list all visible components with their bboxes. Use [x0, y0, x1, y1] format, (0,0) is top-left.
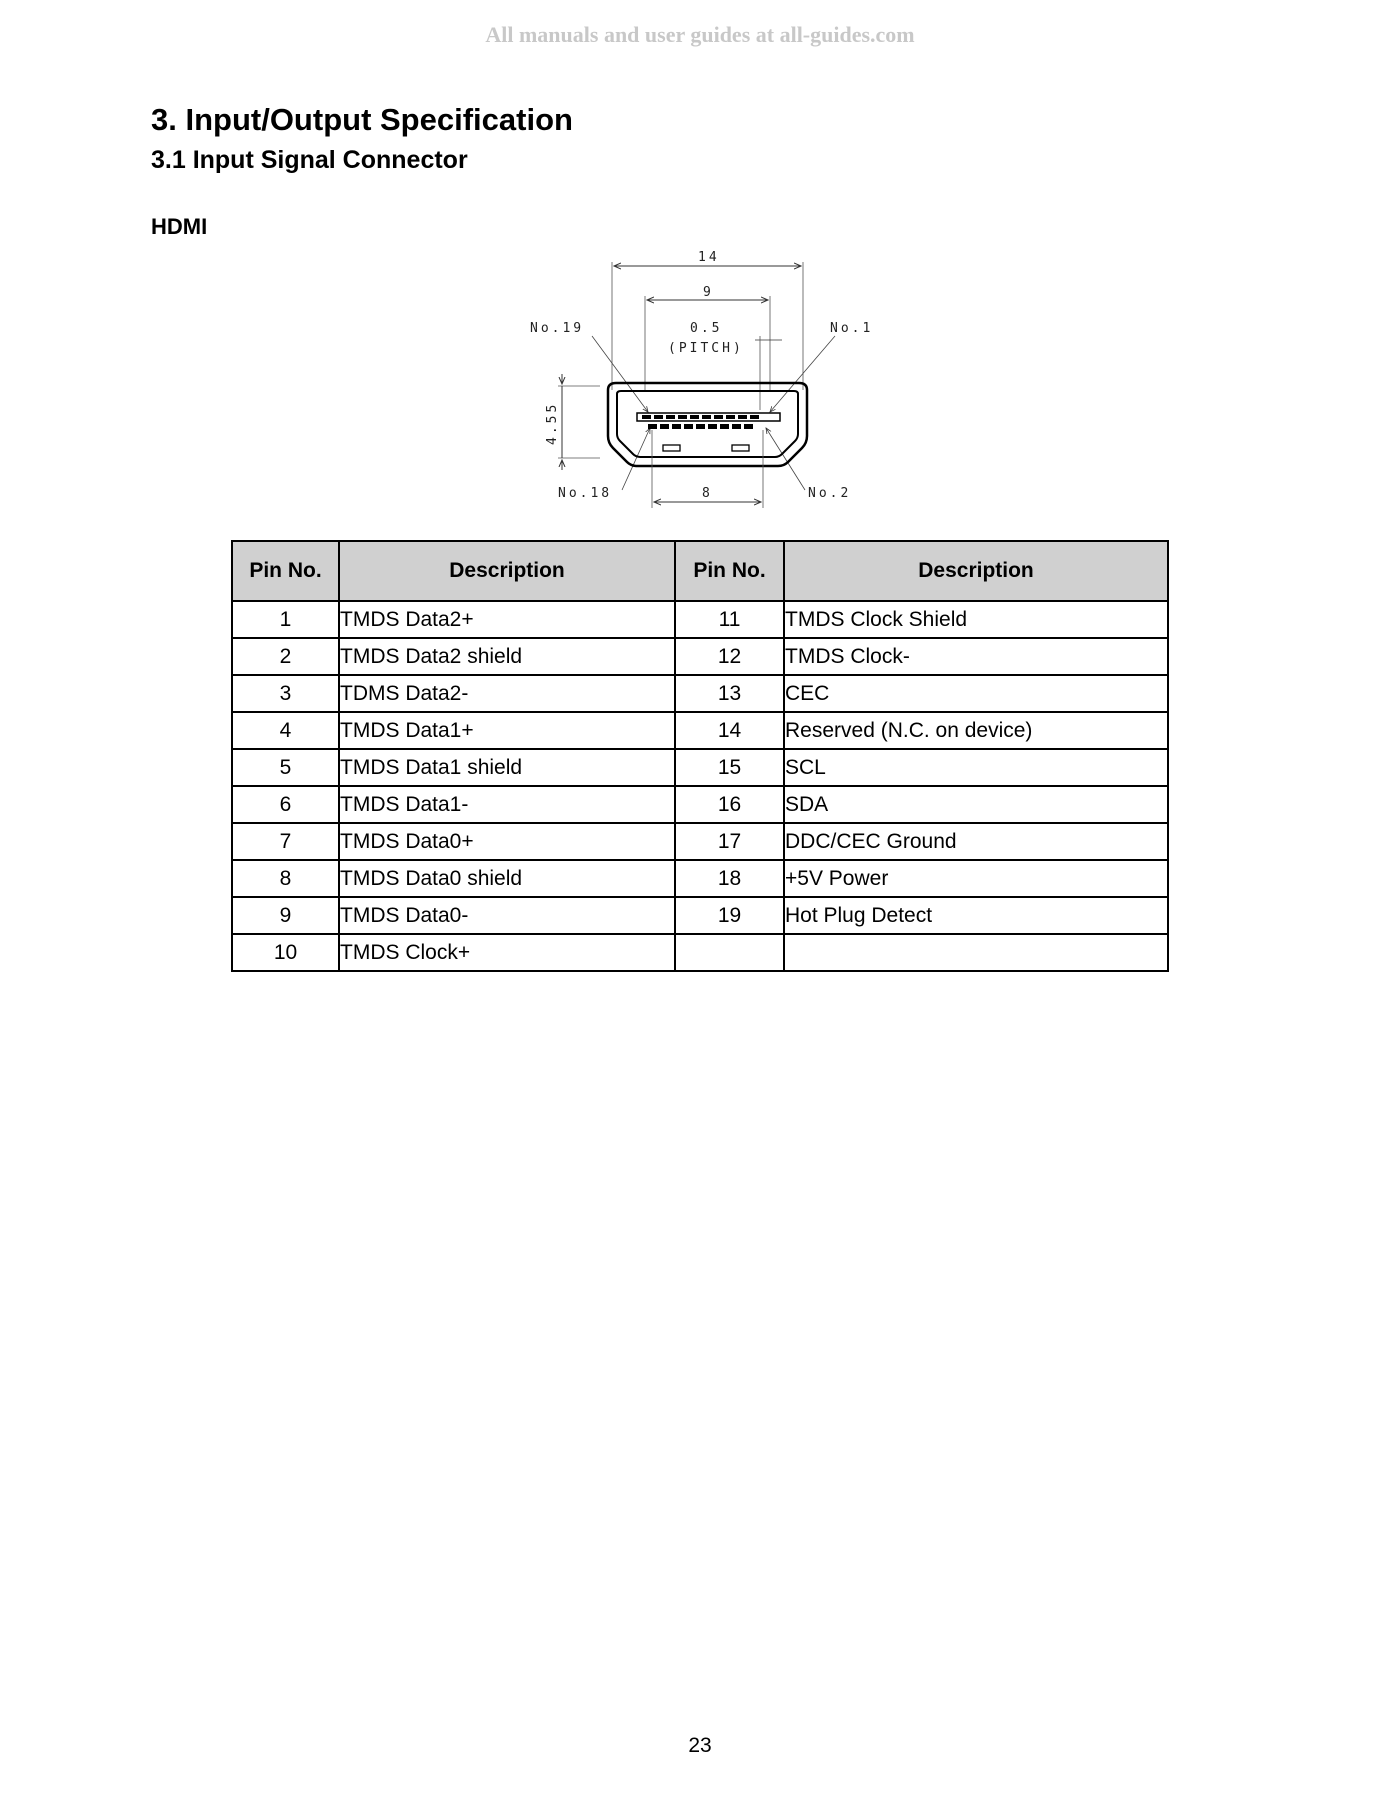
pin-number-cell: 8 [232, 860, 339, 897]
pin-number-cell: 9 [232, 897, 339, 934]
pin-description-cell: Reserved (N.C. on device) [784, 712, 1168, 749]
header-pin-no: Pin No. [675, 541, 784, 601]
pin-number-cell: 18 [675, 860, 784, 897]
connector-inner-shell [617, 391, 798, 457]
pin-number-cell: 19 [675, 897, 784, 934]
pin-description-cell: DDC/CEC Ground [784, 823, 1168, 860]
table-row [232, 786, 1168, 823]
pin-description-cell: Hot Plug Detect [784, 897, 1168, 934]
pin-description-cell: CEC [784, 675, 1168, 712]
pin-19-label: No.19 [530, 321, 585, 336]
pin-description-cell: TMDS Data2 shield [339, 638, 675, 675]
pin-number-cell: 13 [675, 675, 784, 712]
pin-description-cell [784, 934, 1168, 971]
pin-number-cell: 7 [232, 823, 339, 860]
pin-19-leader [592, 336, 648, 412]
pin-number-cell [675, 934, 784, 971]
pin-2-leader [766, 428, 805, 490]
section-title: 3. Input/Output Specification [151, 102, 573, 137]
pin-description-cell: TMDS Data1+ [339, 712, 675, 749]
pin-description-cell: TMDS Clock- [784, 638, 1168, 675]
pin-description-cell: SDA [784, 786, 1168, 823]
pin-description-cell: TMDS Data1 shield [339, 749, 675, 786]
pin-description-cell: TMDS Data2+ [339, 601, 675, 638]
table-row [232, 675, 1168, 712]
pitch-caption: (PITCH) [668, 341, 744, 356]
pin-number-cell: 17 [675, 823, 784, 860]
watermark: All manuals and user guides at all-guides.com [485, 22, 915, 47]
pin-number-cell: 16 [675, 786, 784, 823]
header-description: Description [339, 541, 675, 601]
pin-number-cell: 1 [232, 601, 339, 638]
dimension-8-label: 8 [702, 486, 713, 501]
table-row [232, 860, 1168, 897]
table-row [232, 823, 1168, 860]
pin-row-top [642, 415, 759, 419]
locating-slot [732, 445, 749, 451]
pin-row-bottom [648, 424, 753, 429]
pin-number-cell: 15 [675, 749, 784, 786]
locating-slot [663, 445, 680, 451]
table-row [232, 638, 1168, 675]
table-row [232, 601, 1168, 638]
pin-1-label: No.1 [830, 321, 874, 336]
hdmi-pin-table [231, 540, 1169, 972]
dimension-pitch-label: 0.5 [690, 321, 723, 336]
pin-number-cell: 6 [232, 786, 339, 823]
table-row [232, 934, 1168, 971]
pin-number-cell: 12 [675, 638, 784, 675]
pin-number-cell: 2 [232, 638, 339, 675]
pin-2-label: No.2 [808, 486, 852, 501]
pin-description-cell: SCL [784, 749, 1168, 786]
connector-shell [608, 383, 807, 466]
table-row [232, 897, 1168, 934]
dimension-9-label: 9 [703, 285, 714, 300]
pin-18-leader [622, 428, 650, 490]
pin-description-cell: +5V Power [784, 860, 1168, 897]
dimension-14-label: 14 [698, 250, 720, 265]
pin-description-cell: TMDS Data1- [339, 786, 675, 823]
pin-description-cell: TMDS Data0 shield [339, 860, 675, 897]
header-pin-no: Pin No. [232, 541, 339, 601]
pin-number-cell: 5 [232, 749, 339, 786]
pin-number-cell: 11 [675, 601, 784, 638]
pin-description-cell: TDMS Data2- [339, 675, 675, 712]
pin-description-cell: TMDS Clock+ [339, 934, 675, 971]
header-description: Description [784, 541, 1168, 601]
pin-number-cell: 4 [232, 712, 339, 749]
hdmi-connector-diagram [520, 240, 900, 512]
pin-number-cell: 14 [675, 712, 784, 749]
table-row [232, 749, 1168, 786]
pin-description-cell: TMDS Clock Shield [784, 601, 1168, 638]
table-row [232, 712, 1168, 749]
table-header-row [232, 541, 1168, 601]
connector-label: HDMI [151, 214, 208, 239]
dimension-height-label: 4.55 [545, 401, 560, 445]
subsection-title: 3.1 Input Signal Connector [151, 146, 468, 174]
pin-18-label: No.18 [558, 486, 613, 501]
pin-number-cell: 10 [232, 934, 339, 971]
pin-number-cell: 3 [232, 675, 339, 712]
pin-1-leader [770, 336, 835, 412]
page-number: 23 [688, 1734, 712, 1757]
pin-description-cell: TMDS Data0- [339, 897, 675, 934]
pin-description-cell: TMDS Data0+ [339, 823, 675, 860]
